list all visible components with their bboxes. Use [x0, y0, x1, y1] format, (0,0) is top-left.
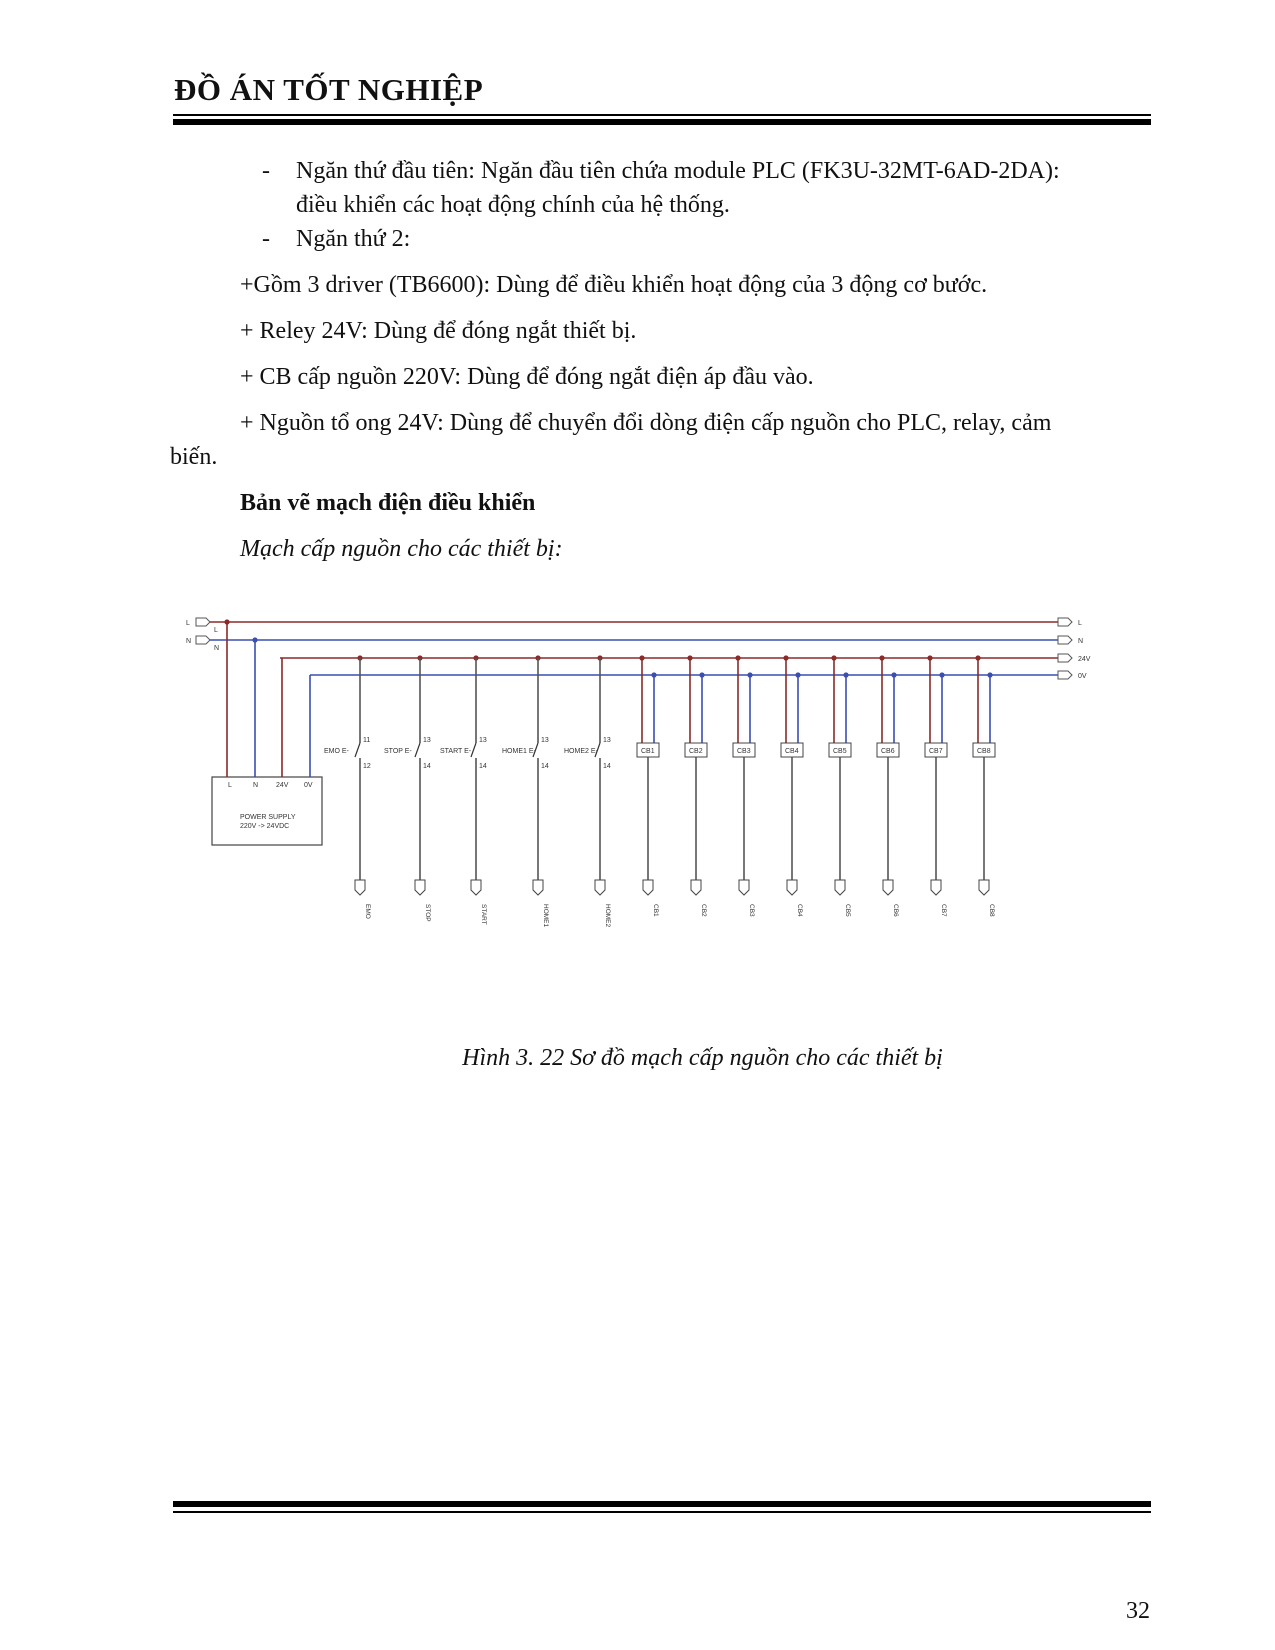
paragraph-item-3: + CB cấp nguồn 220V: Dùng để đóng ngắt điện áp đầu vào. — [240, 364, 814, 390]
output-label: CB3 — [748, 904, 755, 917]
bullet-text-2: Ngăn thứ 2: — [296, 226, 411, 252]
output-label: STOP — [424, 904, 431, 922]
sensor-label: CB3 — [737, 748, 751, 755]
switch-terminal-top: 13 — [541, 737, 549, 744]
output-label: HOME1 — [542, 904, 549, 928]
switch-terminal-bottom: 14 — [423, 763, 431, 770]
ps-terminal-label: 0V — [304, 782, 313, 789]
switch-label: START E- — [440, 748, 472, 755]
output-connector — [355, 880, 365, 895]
output-label: CB2 — [700, 904, 707, 917]
output-label: CB4 — [796, 904, 803, 917]
switch-label: STOP E- — [384, 748, 412, 755]
output-connector — [471, 880, 481, 895]
switch-terminal-top: 13 — [603, 737, 611, 744]
ps-terminal-label: 24V — [276, 782, 289, 789]
power-supply-schematic — [180, 615, 1100, 955]
bullet-dash: - — [262, 226, 270, 252]
output-connector — [979, 880, 989, 895]
switch-terminal-bottom: 14 — [541, 763, 549, 770]
paragraph-item-4-line1: + Nguồn tổ ong 24V: Dùng để chuyển đổi dòng điện cấp nguồn cho PLC, relay, cảm — [240, 410, 1052, 436]
output-label: CB5 — [844, 904, 851, 917]
output-connector — [643, 880, 653, 895]
output-label: EMO — [364, 904, 371, 919]
output-connector — [931, 880, 941, 895]
ps-subtitle: 220V -> 24VDC — [240, 823, 290, 830]
rail-connector-left — [196, 618, 210, 626]
output-connector — [691, 880, 701, 895]
switch-contact — [355, 743, 360, 757]
rail-label-left: L — [186, 620, 190, 627]
paragraph-item-4-line2: biến. — [170, 444, 218, 470]
switch-terminal-bottom: 12 — [363, 763, 371, 770]
output-connector — [415, 880, 425, 895]
sensor-label: CB5 — [833, 748, 847, 755]
output-label: CB7 — [940, 904, 947, 917]
paragraph-item-1: +Gồm 3 driver (TB6600): Dùng để điều khiển hoạt động của 3 động cơ bước. — [240, 272, 988, 298]
switch-contact — [415, 743, 420, 757]
bullet-text-line2: điều khiển các hoạt động chính của hệ thống. — [296, 192, 730, 218]
footer-rule-thick — [173, 1501, 1151, 1507]
paragraph-item-2: + Reley 24V: Dùng để đóng ngắt thiết bị. — [240, 318, 637, 344]
switch-contact — [471, 743, 476, 757]
rail-label-right: L — [1078, 620, 1082, 627]
figure-caption: Hình 3. 22 Sơ đồ mạch cấp nguồn cho các thiết bị — [462, 1045, 943, 1071]
output-connector — [787, 880, 797, 895]
schematic-drawing — [186, 618, 1091, 928]
switch-terminal-bottom: 14 — [479, 763, 487, 770]
output-label: HOME2 — [604, 904, 611, 928]
rail-label-left-small: N — [214, 645, 220, 652]
output-connector — [739, 880, 749, 895]
switch-label: EMO E- — [324, 748, 349, 755]
ps-terminal-label: L — [228, 782, 232, 789]
output-connector — [533, 880, 543, 895]
rail-connector-right — [1058, 618, 1072, 626]
bullet-dash: - — [262, 158, 270, 184]
output-label: CB6 — [892, 904, 899, 917]
sensor-label: CB4 — [785, 748, 799, 755]
junction-dot — [224, 619, 229, 624]
rail-label-right: 0V — [1078, 673, 1087, 680]
ps-terminal-label: N — [253, 782, 259, 789]
rail-label-left-small: L — [214, 627, 218, 634]
junction-dot — [252, 637, 257, 642]
output-label: CB8 — [988, 904, 995, 917]
output-label: START — [480, 904, 487, 925]
rail-connector-right — [1058, 654, 1072, 662]
rail-connector-left — [196, 636, 210, 644]
sub-heading: Mạch cấp nguồn cho các thiết bị: — [240, 536, 563, 562]
switch-terminal-top: 11 — [363, 737, 371, 744]
rail-label-right: N — [1078, 638, 1084, 645]
output-label: CB1 — [652, 904, 659, 917]
rail-connector-right — [1058, 636, 1072, 644]
bullet-text-line1: Ngăn thứ đầu tiên: Ngăn đầu tiên chứa module PLC (FK3U-32MT-6AD-2DA): — [296, 158, 1060, 184]
rail-label-left: N — [186, 638, 192, 645]
sensor-label: CB8 — [977, 748, 991, 755]
sensor-label: CB1 — [641, 748, 655, 755]
switch-terminal-bottom: 14 — [603, 763, 611, 770]
switch-label: HOME1 E- — [502, 748, 536, 755]
rail-connector-right — [1058, 671, 1072, 679]
header-rule-thin — [173, 114, 1151, 116]
sensor-label: CB7 — [929, 748, 943, 755]
rail-label-right: 24V — [1078, 656, 1091, 663]
sensor-label: CB2 — [689, 748, 703, 755]
ps-title: POWER SUPPLY — [240, 814, 296, 821]
document-header-title: ĐỒ ÁN TỐT NGHIỆP — [174, 72, 484, 107]
switch-terminal-top: 13 — [479, 737, 487, 744]
section-heading: Bản vẽ mạch điện điều khiển — [240, 490, 536, 516]
switch-terminal-top: 13 — [423, 737, 431, 744]
header-rule-thick — [173, 119, 1151, 125]
switch-label: HOME2 E- — [564, 748, 598, 755]
page-number: 32 — [1126, 1598, 1150, 1624]
sensor-label: CB6 — [881, 748, 895, 755]
footer-rule-thin — [173, 1511, 1151, 1513]
output-connector — [883, 880, 893, 895]
output-connector — [835, 880, 845, 895]
output-connector — [595, 880, 605, 895]
